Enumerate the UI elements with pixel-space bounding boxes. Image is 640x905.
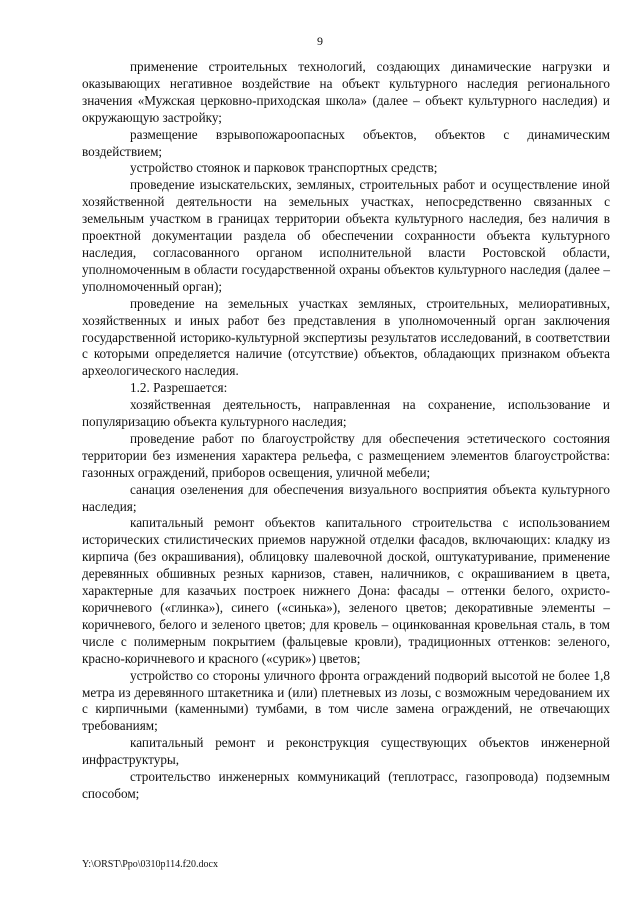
- paragraph-1: применение строительных технологий, создающих динамические нагрузки и оказывающих негативное воздействие на объект культурного наследия регионального значения «Мужская церковно-приходская школа» (далее – объект культурного наследия) и окружающую застройку;: [82, 59, 610, 125]
- document-body: [82, 59, 610, 803]
- paragraph-3: устройство стоянок и парковок транспортных средств;: [130, 160, 438, 176]
- paragraph-7: хозяйственная деятельность, направленная на сохранение, использование и популяризацию объекта культурного наследия;: [82, 397, 610, 430]
- paragraph-13: строительство инженерных коммуникаций (теплотрасс, газопровода) подземным способом;: [82, 769, 610, 801]
- footer-file-path: Y:\ORST\Ppo\0310p114.f20.docx: [82, 859, 218, 870]
- paragraph-5: проведение на земельных участках земляных, строительных, мелиоративных, хозяйственных и иных работ без представления в уполномоченный орган заключения государственной историко-культурной экспертизы результатов исследований, в соответствии с которыми определяется наличие (отсутствие) объектов, обладающих признаком объекта археологического наследия.: [82, 295, 610, 379]
- paragraph-9: санация озеленения для обеспечения визуального восприятия объекта культурного наследия;: [82, 481, 610, 514]
- paragraph-4: проведение изыскательских, земляных, строительных работ и осуществление иной хозяйственной деятельности на земельных участках, непосредственно связанных с земельным участком в границах территории объекта культурного наследия, без наличия в проектной документации раздела об обеспечении сохранности объекта культурного наследия, согласованного органом исполнительной власти Ростовской области, уполномоченным в области государственной охраны объектов культурного наследия (далее – уполномоченный орган);: [82, 177, 610, 294]
- paragraph-12: капитальный ремонт и реконструкция существующих объектов инженерной инфраструктуры,: [82, 735, 610, 768]
- section-heading: 1.2. Разрешается:: [130, 380, 228, 396]
- page-number: 9: [317, 34, 323, 48]
- paragraph-2: размещение взрывопожароопасных объектов, объектов с динамическим воздействием;: [82, 126, 610, 159]
- paragraph-8: проведение работ по благоустройству для обеспечения эстетического состояния территории без изменения характера рельефа, с размещением элементов благоустройства: газонных ограждений, приборов освещения, уличной мебели;: [82, 430, 610, 480]
- paragraph-10: капитальный ремонт объектов капитального строительства с использованием исторических стилистических приемов наружной отделки фасадов, включающих: кладку из кирпича (без окрашивания), облицовку шалевочной доской, оштукатуривание, применение деревянных обшивных резных карнизов, ставен, наличников, с окрашиванием в цвета, характерные для казачьих построек нижнего Дона: фасады – оттенки белого, охристо-коричневого («глинка»), синего («синька»), зеленого цветов; декоративные элементы – коричневого, белого и зеленого цветов; для кровель – оцинкованная кровельная сталь, в том числе с полимерным покрытием (фальцевые кровли), традиционных оттенков: зеленого, красно-коричневого и красного («сурик») цветов;: [82, 515, 610, 666]
- paragraph-11: устройство со стороны уличного фронта ограждений подворий высотой не более 1,8 метра из деревянного штакетника и (или) плетневых из лозы, с возможным чередованием их с кирпичными (каменными) тумбами, в том числе замена ограждений, не отвечающих требованиям;: [82, 667, 610, 734]
